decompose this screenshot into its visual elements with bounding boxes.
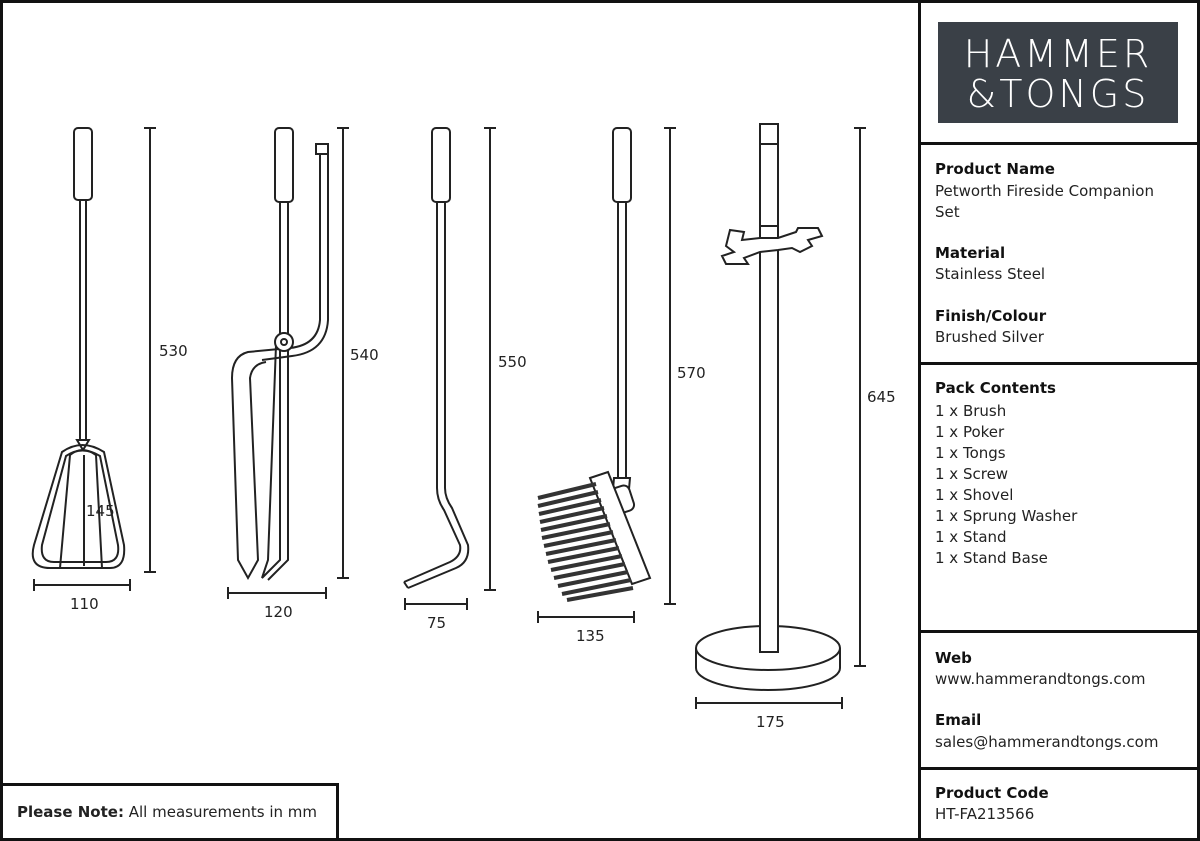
poker-width-label: 75 <box>427 614 447 632</box>
material-label: Material <box>935 244 1006 262</box>
shovel-blade-label: 145 <box>86 502 115 520</box>
web-value[interactable]: www.hammerandtongs.com <box>935 670 1146 688</box>
shovel-height-label: 530 <box>159 342 188 360</box>
stand-dimension-lines <box>696 128 866 709</box>
brush-drawing <box>538 128 650 600</box>
product-name-value: Petworth Fireside Companion Set <box>935 182 1154 221</box>
poker-height-label: 550 <box>498 353 527 371</box>
list-item: 1 x Tongs <box>935 444 1006 462</box>
divider <box>921 362 1200 365</box>
product-name-label: Product Name <box>935 160 1055 178</box>
shovel-width-label: 110 <box>70 595 99 613</box>
pack-contents-label: Pack Contents <box>935 379 1056 397</box>
list-item: 1 x Sprung Washer <box>935 507 1078 525</box>
divider <box>921 767 1200 770</box>
logo-line-2: &TONGS <box>966 72 1150 116</box>
tongs-drawing <box>232 128 328 580</box>
finish-value: Brushed Silver <box>935 328 1044 346</box>
tongs-width-label: 120 <box>264 603 293 621</box>
stand-drawing <box>696 124 840 690</box>
list-item: 1 x Shovel <box>935 486 1014 504</box>
stand-height-label: 645 <box>867 388 896 406</box>
brush-width-label: 135 <box>576 627 605 645</box>
pack-contents-list <box>935 401 1077 569</box>
material-value: Stainless Steel <box>935 265 1046 283</box>
poker-drawing <box>404 128 468 588</box>
list-item: 1 x Stand Base <box>935 549 1048 567</box>
tongs-height-label: 540 <box>350 346 379 364</box>
list-item: 1 x Brush <box>935 402 1007 420</box>
measurement-note <box>3 783 339 838</box>
logo-line-1: HAMMER <box>963 32 1153 76</box>
panel-divider <box>918 0 921 841</box>
stand-width-label: 175 <box>756 713 785 731</box>
email-label: Email <box>935 711 982 729</box>
divider <box>921 142 1200 145</box>
list-item: 1 x Poker <box>935 423 1005 441</box>
product-code-value: HT-FA213566 <box>935 805 1035 823</box>
product-code-label: Product Code <box>935 784 1049 802</box>
web-label: Web <box>935 649 972 667</box>
email-value[interactable]: sales@hammerandtongs.com <box>935 733 1159 751</box>
list-item: 1 x Stand <box>935 528 1007 546</box>
brush-height-label: 570 <box>677 364 706 382</box>
note-label: Please Note: <box>17 803 124 821</box>
poker-dimension-lines <box>405 128 496 610</box>
note-text: All measurements in mm <box>128 803 318 821</box>
list-item: 1 x Screw <box>935 465 1009 483</box>
finish-label: Finish/Colour <box>935 307 1047 325</box>
brand-logo <box>938 22 1178 123</box>
divider <box>921 630 1200 633</box>
